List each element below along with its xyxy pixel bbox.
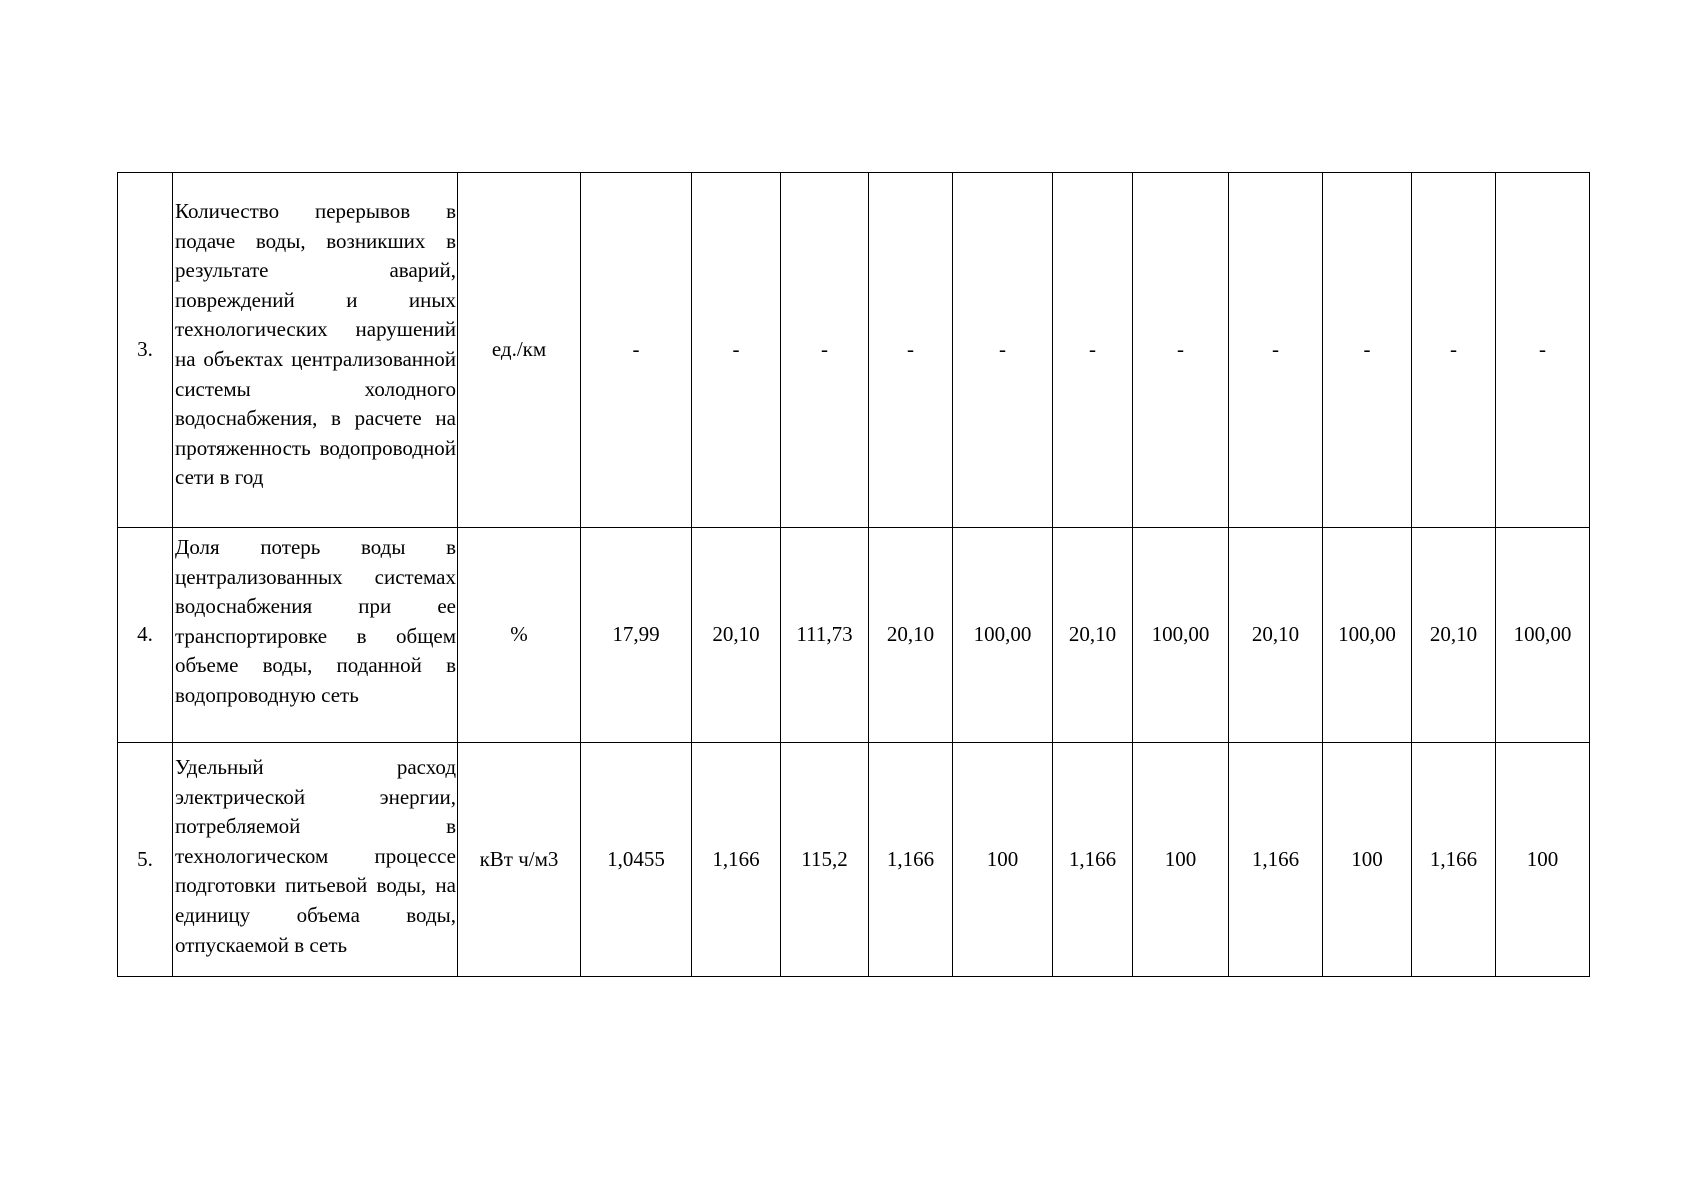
table-row [118, 528, 1590, 743]
value-cell: 20,10 [1412, 528, 1496, 743]
value-cell: - [1053, 173, 1133, 528]
value-cell: - [1496, 173, 1590, 528]
value-cell: 17,99 [581, 528, 692, 743]
value-cell: 100 [953, 743, 1053, 977]
value-cell: 100,00 [953, 528, 1053, 743]
indicator-description-text: Доля потерь воды в централизованных системах водоснабжения при ее транспортировке в общем объеме воды, поданной в водопроводную сеть [175, 535, 456, 707]
table-row [118, 173, 1590, 528]
value-cell: - [1133, 173, 1229, 528]
value-cell: 1,166 [1053, 743, 1133, 977]
value-cell: - [692, 173, 781, 528]
value-cell: 100,00 [1323, 528, 1412, 743]
value-cell: 20,10 [1053, 528, 1133, 743]
indicator-description [173, 173, 458, 528]
value-cell: 100,00 [1496, 528, 1590, 743]
indicator-description [173, 743, 458, 977]
value-cell: - [869, 173, 953, 528]
indicator-description [173, 528, 458, 743]
unit-cell: ед./км [458, 173, 581, 528]
value-cell: - [1412, 173, 1496, 528]
value-cell: 1,166 [1412, 743, 1496, 977]
value-cell: - [1229, 173, 1323, 528]
indicator-description-text: Количество перерывов в подаче воды, возникших в результате аварий, повреждений и иных технологических нарушений на объектах централизованной системы холодного водоснабжения, в расчете на протяженность водопроводной сети в год [175, 199, 456, 490]
row-number: 3. [118, 173, 173, 528]
value-cell: 115,2 [781, 743, 869, 977]
value-cell: - [1323, 173, 1412, 528]
value-cell: 1,166 [1229, 743, 1323, 977]
value-cell: - [581, 173, 692, 528]
table-row [118, 743, 1590, 977]
row-number: 5. [118, 743, 173, 977]
value-cell: 100 [1323, 743, 1412, 977]
indicator-description-text: Удельный расход электрической энергии, потребляемой в технологическом процессе подготовки питьевой воды, на единицу объема воды, отпускаемой в сеть [175, 755, 456, 957]
value-cell: 20,10 [692, 528, 781, 743]
value-cell: 20,10 [1229, 528, 1323, 743]
value-cell: 20,10 [869, 528, 953, 743]
value-cell: - [953, 173, 1053, 528]
value-cell: - [781, 173, 869, 528]
value-cell: 1,0455 [581, 743, 692, 977]
value-cell: 1,166 [869, 743, 953, 977]
value-cell: 111,73 [781, 528, 869, 743]
row-number: 4. [118, 528, 173, 743]
value-cell: 100,00 [1133, 528, 1229, 743]
value-cell: 100 [1496, 743, 1590, 977]
value-cell: 1,166 [692, 743, 781, 977]
unit-cell: % [458, 528, 581, 743]
indicators-table [117, 172, 1590, 977]
unit-cell: кВт ч/м3 [458, 743, 581, 977]
value-cell: 100 [1133, 743, 1229, 977]
